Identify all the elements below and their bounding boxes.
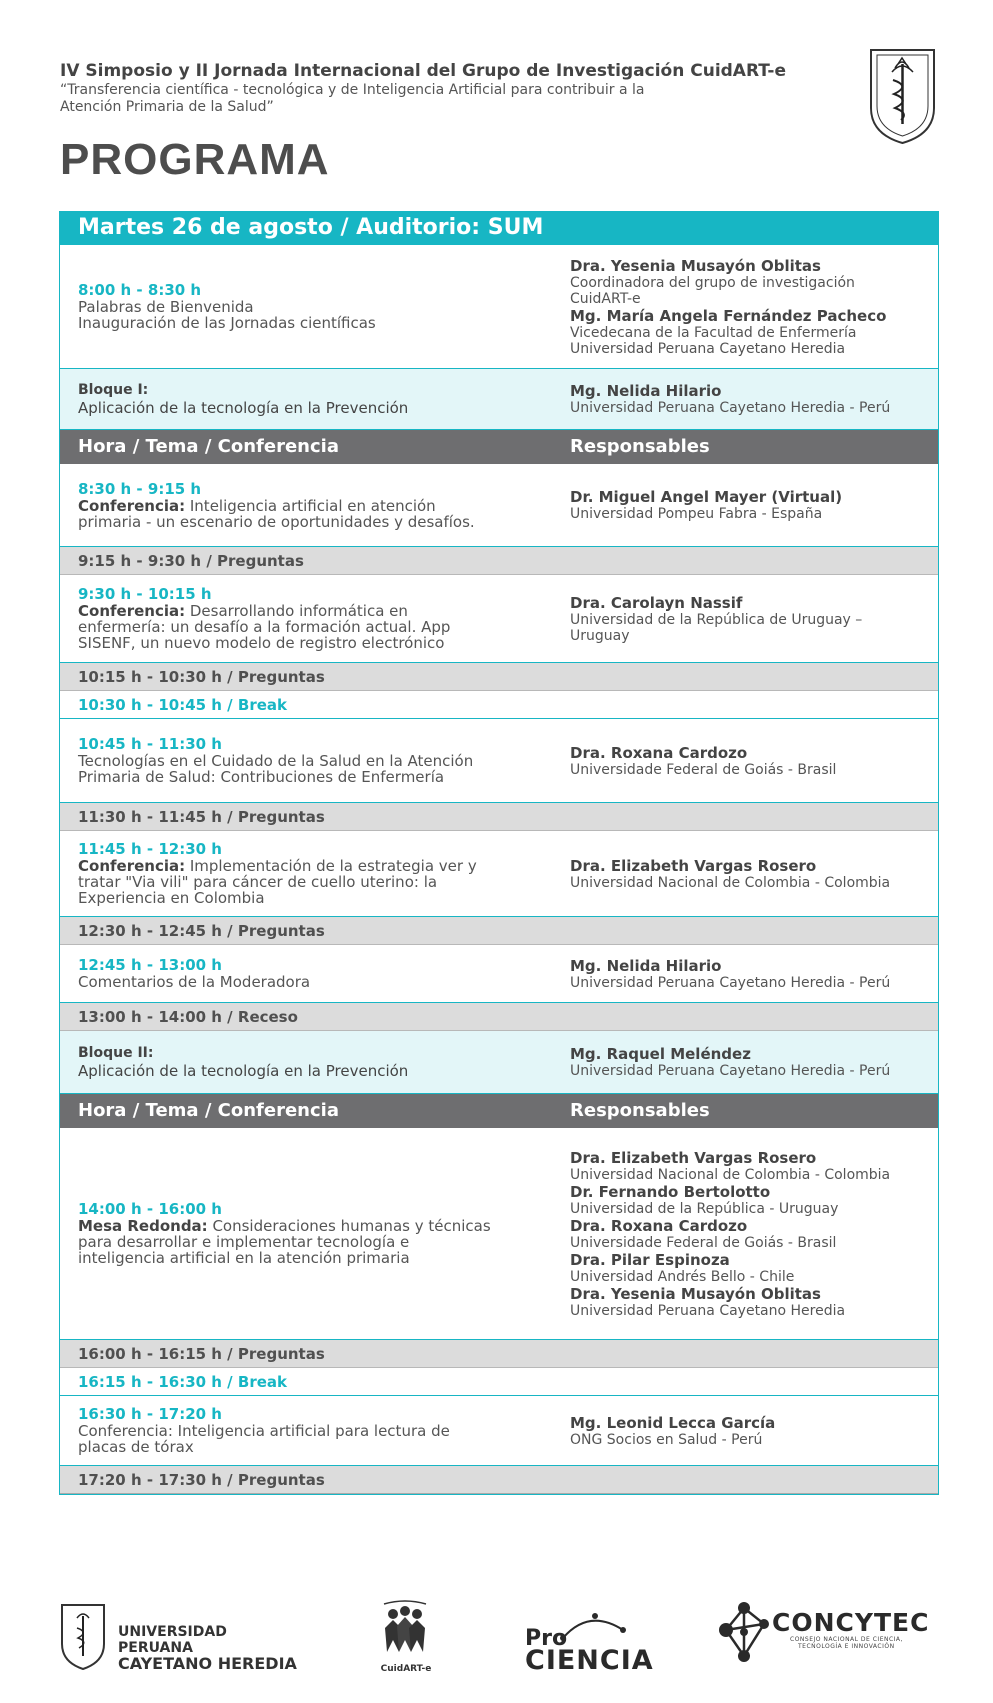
panelist-name: Dr. Fernando Bertolotto (570, 1182, 771, 1201)
session-text: Inauguración de las Jornadas científicas (78, 314, 376, 332)
session-text: SISENF, un nuevo modelo de registro electrónico (78, 634, 445, 652)
speaker-affiliation: Vicedecana de la Facultad de Enfermería (570, 324, 857, 341)
table-row (60, 719, 938, 803)
panelist-affiliation: Universidad Andrés Bello - Chile (570, 1268, 795, 1285)
cuidarte-logo (376, 1600, 436, 1680)
speaker-affiliation: ONG Socios en Salud - Perú (570, 1431, 763, 1448)
upch-line1: UNIVERSIDAD PERUANA (118, 1624, 227, 1656)
bloque-title: Bloque II: (78, 1045, 154, 1061)
concytec-subtitle-1: CONSEJO NACIONAL DE CIENCIA, (790, 1636, 903, 1643)
speaker-name: Mg. Nelida Hilario (570, 956, 722, 975)
speaker-affiliation: Universidad Peruana Cayetano Heredia - Perú (570, 974, 891, 991)
table-row (60, 1128, 938, 1340)
concytec-subtitle-2: TECNOLOGÍA E INNOVACIÓN (798, 1643, 895, 1650)
questions-row (60, 803, 938, 831)
column-header (60, 1094, 938, 1128)
questions-row (60, 1340, 938, 1368)
table-row (60, 245, 938, 369)
column-header-left: Hora / Tema / Conferencia (78, 436, 339, 457)
panelist-affiliation: Universidad Peruana Cayetano Heredia (570, 1302, 846, 1319)
speaker-affiliation: Universidad Nacional de Colombia - Colombia (570, 874, 891, 891)
speaker-affiliation: Universidade Federal de Goiás - Brasil (570, 761, 837, 778)
break-row (60, 1368, 938, 1396)
speaker-affiliation: Universidad Peruana Cayetano Heredia (570, 340, 846, 357)
upch-crest-icon (865, 46, 940, 146)
session-text: para desarrollar e implementar tecnología e (78, 1233, 410, 1251)
moderator-affiliation: Universidad Peruana Cayetano Heredia - Perú (570, 1063, 891, 1079)
panelist-affiliation: Universidad de la República - Uruguay (570, 1200, 839, 1217)
sponsor-logos (0, 1600, 993, 1680)
pro-label: Pro (525, 1626, 568, 1651)
questions-label: 12:30 h - 12:45 h / Preguntas (78, 921, 325, 940)
concytec-label: CONCYTEC (772, 1608, 930, 1637)
prociencia-logo (525, 1610, 655, 1676)
questions-label: 9:15 h - 9:30 h / Preguntas (78, 551, 304, 570)
speaker-affiliation: Universidad de la República de Uruguay – (570, 611, 863, 628)
speaker-name: Mg. María Angela Fernández Pacheco (570, 306, 887, 325)
page-title: PROGRAMA (60, 135, 330, 184)
moderator-affiliation: Universidad Peruana Cayetano Heredia - Perú (570, 400, 891, 416)
session-text: Consideraciones humanas y técnicas (207, 1217, 491, 1235)
program-table (59, 211, 939, 1495)
speaker-affiliation: CuidART-e (570, 290, 641, 307)
session-text: Inteligencia artificial en atención (185, 496, 436, 515)
session-time: 16:30 h - 17:20 h (78, 1405, 222, 1423)
panelist-name: Dra. Elizabeth Vargas Rosero (570, 1148, 817, 1167)
speaker-name: Dra. Yesenia Musayón Oblitas (570, 256, 821, 275)
session-text: Conferencia: Inteligencia artificial para lectura de (78, 1422, 450, 1440)
questions-row (60, 663, 938, 691)
break-label: 10:30 h - 10:45 h / Break (78, 695, 287, 714)
table-row (60, 464, 938, 547)
column-header-right: Responsables (570, 436, 710, 457)
bloque-row (60, 369, 938, 430)
column-header-right: Responsables (570, 1100, 710, 1121)
session-text: enfermería: un desafío a la formación actual. App (78, 618, 451, 636)
upch-line2: CAYETANO HEREDIA (118, 1654, 297, 1673)
session-time: 11:45 h - 12:30 h (78, 840, 222, 858)
session-text: placas de tórax (78, 1438, 194, 1456)
recess-label: 13:00 h - 14:00 h / Receso (78, 1007, 298, 1026)
panelist-name: Dra. Roxana Cardozo (570, 1216, 748, 1235)
session-time: 14:00 h - 16:00 h (78, 1200, 222, 1218)
questions-label: 11:30 h - 11:45 h / Preguntas (78, 807, 325, 826)
questions-row (60, 547, 938, 575)
session-text: tratar "Via vili" para cáncer de cuello uterino: la (78, 873, 438, 891)
questions-row (60, 917, 938, 945)
speaker-affiliation: Universidad Pompeu Fabra - España (570, 506, 823, 522)
cuidarte-label: CuidART-e (380, 1664, 432, 1674)
recess-row (60, 1003, 938, 1031)
session-text: Primaria de Salud: Contribuciones de Enfermería (78, 768, 445, 786)
ciencia-label: CIENCIA (525, 1645, 654, 1676)
panelist-name: Dra. Pilar Espinoza (570, 1250, 730, 1269)
event-subtitle-line1: “Transferencia científica - tecnológica y de Inteligencia Artificial para contribuir a la (60, 82, 645, 98)
break-row (60, 691, 938, 719)
panelist-name: Dra. Yesenia Musayón Oblitas (570, 1284, 821, 1303)
session-text: Palabras de Bienvenida (78, 298, 254, 316)
session-time: 8:00 h - 8:30 h (78, 281, 202, 299)
bloque-text: Aplicación de la tecnología en la Prevención (78, 399, 409, 417)
table-row (60, 575, 938, 663)
session-text: Comentarios de la Moderadora (78, 973, 311, 991)
session-time: 10:45 h - 11:30 h (78, 735, 222, 753)
event-header (60, 60, 820, 116)
session-text: Implementación de la estrategia ver y (185, 857, 477, 875)
speaker-name: Dra. Elizabeth Vargas Rosero (570, 856, 817, 875)
session-type: Conferencia: (78, 857, 186, 875)
concytec-logo (714, 1600, 934, 1670)
speaker-name: Mg. Leonid Lecca García (570, 1413, 776, 1432)
panelist-affiliation: Universidade Federal de Goiás - Brasil (570, 1234, 837, 1251)
questions-row (60, 1466, 938, 1494)
speaker-name: Dra. Carolayn Nassif (570, 593, 743, 612)
day-label: Martes 26 de agosto / Auditorio: SUM (78, 215, 544, 240)
session-type: Conferencia: (78, 602, 186, 620)
panelist-affiliation: Universidad Nacional de Colombia - Colombia (570, 1166, 891, 1183)
questions-label: 10:15 h - 10:30 h / Preguntas (78, 667, 325, 686)
table-row (60, 1396, 938, 1466)
session-text: inteligencia artificial en la atención primaria (78, 1249, 410, 1267)
break-label: 16:15 h - 16:30 h / Break (78, 1372, 287, 1391)
questions-label: 16:00 h - 16:15 h / Preguntas (78, 1344, 325, 1363)
bloque-title: Bloque I: (78, 382, 149, 398)
session-time: 8:30 h - 9:15 h (78, 479, 202, 498)
table-row (60, 945, 938, 1003)
upch-logo (58, 1602, 298, 1672)
moderator-name: Mg. Nelida Hilario (570, 382, 722, 400)
table-row (60, 831, 938, 917)
bloque-text: Aplicación de la tecnología en la Prevención (78, 1062, 409, 1080)
moderator-name: Mg. Raquel Meléndez (570, 1045, 751, 1063)
molecule-icon (714, 1600, 776, 1666)
speaker-name: Dr. Miguel Angel Mayer (Virtual) (570, 488, 843, 506)
session-time: 12:45 h - 13:00 h (78, 956, 222, 974)
people-group-icon (380, 1600, 430, 1656)
questions-label: 17:20 h - 17:30 h / Preguntas (78, 1470, 325, 1489)
session-text: Experiencia en Colombia (78, 889, 265, 907)
speaker-name: Dra. Roxana Cardozo (570, 743, 748, 762)
column-header (60, 430, 938, 464)
column-header-left: Hora / Tema / Conferencia (78, 1100, 339, 1121)
session-time: 9:30 h - 10:15 h (78, 585, 212, 603)
speaker-affiliation: Coordinadora del grupo de investigación (570, 274, 855, 291)
session-type: Conferencia: (78, 496, 186, 515)
session-text: primaria - un escenario de oportunidades y desafíos. (78, 512, 475, 531)
upch-shield-icon (58, 1602, 108, 1672)
session-type: Mesa Redonda: (78, 1217, 208, 1235)
session-text: Desarrollando informática en (185, 602, 408, 620)
event-title: IV Simposio y II Jornada Internacional del Grupo de Investigación CuidART-e (60, 61, 786, 81)
session-text: Tecnologías en el Cuidado de la Salud en la Atención (78, 752, 474, 770)
event-subtitle-line2: Atención Primaria de la Salud” (60, 99, 274, 115)
day-header (60, 211, 938, 245)
bloque-row (60, 1031, 938, 1094)
speaker-affiliation: Uruguay (570, 627, 630, 644)
